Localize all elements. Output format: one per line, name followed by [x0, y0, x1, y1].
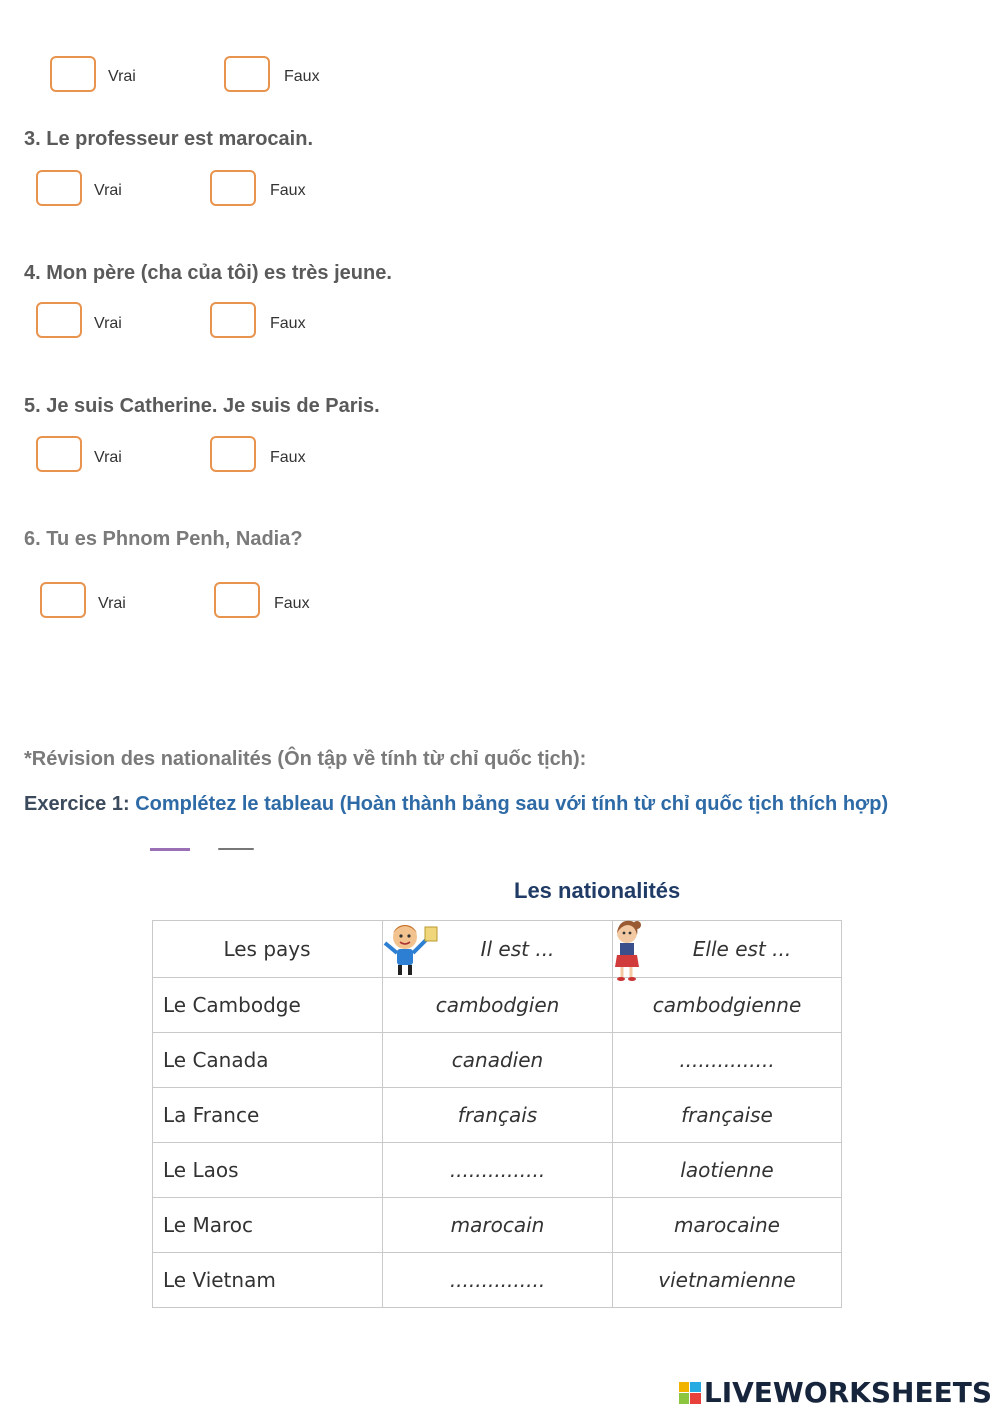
decorative-stroke — [150, 848, 190, 851]
header-pays: Les pays — [153, 921, 383, 978]
logo-square-2 — [690, 1382, 701, 1393]
decorative-stroke — [218, 848, 254, 850]
logo-square-4 — [690, 1393, 701, 1404]
exercise-text: Complétez le tableau (Hoàn thành bảng sau với tính từ chỉ quốc tịch thích hợp) — [129, 793, 889, 815]
faux-checkbox-q2[interactable] — [224, 56, 270, 92]
header-elle-est-label: Elle est ... — [692, 937, 792, 961]
header-il-est-label: Il est ... — [480, 937, 555, 961]
logo-square-3 — [679, 1393, 690, 1404]
faux-label-q2: Faux — [284, 68, 320, 85]
table-row — [153, 1198, 842, 1253]
faux-label-q6: Faux — [274, 595, 310, 612]
nationalities-table — [152, 920, 842, 1308]
country-cell: Le Canada — [153, 1033, 383, 1088]
question-4-text: 4. Mon père (cha của tôi) es très jeune. — [24, 262, 392, 284]
country-cell: Le Laos — [153, 1143, 383, 1198]
table-title: Les nationalités — [514, 878, 681, 903]
masculine-cell: français — [383, 1088, 613, 1143]
boy-icon — [379, 917, 445, 979]
header-il-est — [383, 921, 613, 978]
feminine-cell: vietnamienne — [613, 1253, 842, 1308]
faux-checkbox-q3[interactable] — [210, 170, 256, 206]
feminine-blank-cell[interactable]: ............... — [613, 1033, 842, 1088]
faux-checkbox-q5[interactable] — [210, 436, 256, 472]
header-elle-est — [613, 921, 842, 978]
vrai-checkbox-q2[interactable] — [50, 56, 96, 92]
vrai-label-q6: Vrai — [98, 595, 126, 612]
vrai-checkbox-q3[interactable] — [36, 170, 82, 206]
masculine-blank-cell[interactable]: ............... — [383, 1143, 613, 1198]
table-row — [153, 1033, 842, 1088]
vrai-label-q2: Vrai — [108, 68, 136, 85]
logo-text: LIVEWORKSHEETS — [703, 1376, 992, 1409]
feminine-cell: marocaine — [613, 1198, 842, 1253]
table-row — [153, 1253, 842, 1308]
girl-icon — [609, 917, 653, 983]
table-row — [153, 978, 842, 1033]
question-3-text: 3. Le professeur est marocain. — [24, 128, 314, 150]
vrai-checkbox-q4[interactable] — [36, 302, 82, 338]
question-6-text: 6. Tu es Phnom Penh, Nadia? — [24, 528, 303, 550]
vrai-checkbox-q5[interactable] — [36, 436, 82, 472]
feminine-cell: française — [613, 1088, 842, 1143]
country-cell: Le Maroc — [153, 1198, 383, 1253]
country-cell: La France — [153, 1088, 383, 1143]
masculine-cell: marocain — [383, 1198, 613, 1253]
vrai-label-q5: Vrai — [94, 449, 122, 466]
table-row — [153, 1088, 842, 1143]
exercise-label: Exercice 1: — [24, 793, 130, 815]
country-cell: Le Cambodge — [153, 978, 383, 1033]
logo-square-1 — [679, 1382, 690, 1393]
faux-checkbox-q4[interactable] — [210, 302, 256, 338]
question-5-text: 5. Je suis Catherine. Je suis de Paris. — [24, 395, 380, 417]
revision-heading: *Révision des nationalités (Ôn tập về tính từ chỉ quốc tịch): — [24, 748, 587, 770]
vrai-label-q4: Vrai — [94, 315, 122, 332]
exercise-instruction — [24, 793, 888, 816]
faux-label-q5: Faux — [270, 449, 306, 466]
vrai-checkbox-q6[interactable] — [40, 582, 86, 618]
faux-label-q3: Faux — [270, 182, 306, 199]
feminine-cell: cambodgienne — [613, 978, 842, 1033]
masculine-cell: canadien — [383, 1033, 613, 1088]
table-header-row — [153, 921, 842, 978]
country-cell: Le Vietnam — [153, 1253, 383, 1308]
masculine-blank-cell[interactable]: ............... — [383, 1253, 613, 1308]
logo-mark-icon — [679, 1382, 701, 1404]
liveworksheets-logo — [679, 1376, 992, 1409]
vrai-label-q3: Vrai — [94, 182, 122, 199]
faux-checkbox-q6[interactable] — [214, 582, 260, 618]
feminine-cell: laotienne — [613, 1143, 842, 1198]
masculine-cell: cambodgien — [383, 978, 613, 1033]
faux-label-q4: Faux — [270, 315, 306, 332]
table-row — [153, 1143, 842, 1198]
